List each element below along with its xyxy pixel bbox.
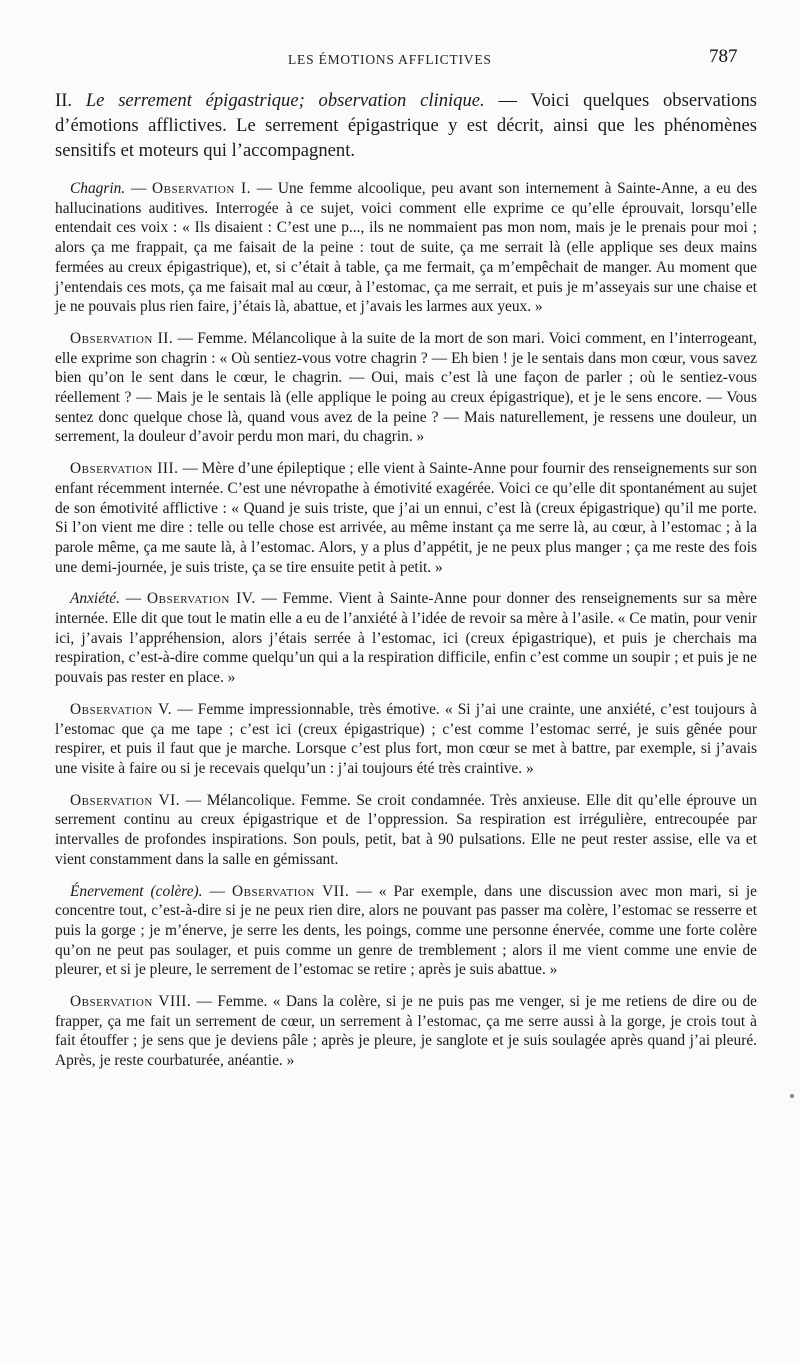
observation-label: Observation III. [70, 460, 179, 478]
running-head [0, 46, 800, 70]
observation-label: Observation IV. [147, 590, 256, 608]
observation-2: Observation II. — Femme. Mélancolique à la suite de la mort de son mari. Voici comment, en l’interrogeant, elle exprime son chagrin : « Où sentiez-vous votre chagrin ? — Eh bien ! je le sentais dans mon cœur, vous savez bien qu’on le sent dans le cœur, le chagrin. — Oui, mais c’est là une façon de parler ; où le sentiez-vous réellement ? — Mais je le sentais là (elle applique le poing au creux épigastrique), et je le sens encore. — Vous sentez donc quelque chose là, quand vous avez de la peine ? — Mais naturellement, je ressens une douleur, un serrement, la douleur d’avoir perdu mon mari, du chagrin. » [55, 329, 758, 446]
section-number: II. [55, 90, 73, 111]
observation-text: Une femme alcoolique, peu avant son internement à Sainte-Anne, a eu des hallucinations auditives. Interrogée à ce sujet, voici comment elle exprime ce qu’elle éprouvait, lorsqu’elle entendait ces voix : « Ils disaient : C’est une p..., ils ne nommaient pas mon nom, mais je le prenais pour moi ; alors ça me frappait, ça me faisait de la peine : tout de suite, ça me serrait là (elle applique ses deux mains fermées au creux épigastrique), et, si c’était à table, ça me fermait, ça m’empêchait de manger. Au moment que j’entendais ces mots, ça me faisait mal au cœur, à l’estomac, ça me serrait, et puis je m’asseyais sur une chaise et je ne pouvais plus rien faire, j’étais là, abattue, et j’avais les larmes aux yeux. » [55, 180, 757, 316]
observation-text: « Par exemple, dans une discussion avec mon mari, si je concentre tout, c’est-à-dire si je ne peux rien dire, alors ne pouvant pas passer ma colère, l’estomac se resserre et puis la gorge ; je m’énerve, je serre les dents, les poings, comme une personne énervée, comme une forte colère qu’on ne peut pas soulager, et puis comme un genre de tremblement ; alors il me vient comme une envie de pleurer, et si je pleure, le serrement de l’estomac se retire ; après je suis abattue. » [55, 882, 757, 979]
section-dash: — [498, 90, 518, 111]
observation-4: Anxiété. — Observation IV. — Femme. Vient à Sainte-Anne pour donner des renseignements sur sa mère internée. Elle dit que tout le matin elle a eu de l’anxiété à l’idée de revoir sa mère à l’asile. « Ce matin, pour venir ici, j’avais l’appréhension, alors j’étais serrée à l’estomac, ici (creux épigastrique), et puis je cherchais ma respiration, c’est-à-dire comme quelqu’un qui a la respiration difficile, enfin c’est comme un soupir ; et puis je ne pouvais pas rester en place. » [55, 590, 758, 687]
observation-label: Observation II. [70, 329, 174, 347]
margin-speck [790, 1094, 794, 1098]
page-number: 787 [709, 46, 738, 67]
running-title: LES ÉMOTIONS AFFLICTIVES [288, 52, 492, 67]
observation-5: Observation V. — Femme impressionnable, très émotive. « Si j’ai une crainte, une anxiété, c’est toujours à l’estomac que ça me tape ; c’est ici (creux épigastrique) ; c’est comme l’estomac serré, je suis gênée pour respirer, et puis il faut que je marche. Lorsque c’est plus fort, mon cœur se met à battre, par exemple, si j’avais une visite à faire ou si je recevais quelqu’un : j’ai toujours été très craintive. » [55, 700, 757, 777]
observation-text: Mère d’une épileptique ; elle vient à Sainte-Anne pour fournir des renseignements sur son enfant récemment internée. C’est une névropathe à émotivité exagérée. Voici ce qu’elle dit spontanément au sujet de son émotivité afflictive : « Quand je suis triste, que j’ai un ennui, c’est là (creux épigastrique) qu’il me porte. Si l’on vient me dire : telle ou telle chose est arrivée, au même instant ça me serre là, au cœur, à l’estomac ; à la parole même, ça me saute là, à l’estomac. Alors, y a plus d’appétit, je ne peux plus manger ; ça me reste des fois une demi-journée, je suis triste, ça se tire ensuite petit à petit. » [55, 460, 758, 576]
observation-1: Chagrin. — Observation I. — Une femme alcoolique, peu avant son internement à Sainte-Anne, a eu des hallucinations auditives. Interrogée à ce sujet, voici comment elle exprime ce qu’elle éprouvait, lorsqu’elle entendait ces voix : « Ils disaient : C’est une p..., ils ne nommaient pas mon nom, mais je le prenais pour moi ; alors ça me frappait, ça me faisait de la peine : tout de suite, ça me serrait là (elle applique ses deux mains fermées au creux épigastrique), et, si c’était à table, ça me fermait, ça m’empêchait de manger. Au moment que j’entendais ces mots, ça me faisait mal au cœur, à l’estomac, ça me serrait, et puis je m’asseyais sur une chaise et je ne pouvais plus rien faire, j’étais là, abattue, et j’avais les larmes aux yeux. » [55, 180, 757, 316]
observation-6: Observation VI. — Mélancolique. Femme. Se croit condamnée. Très anxieuse. Elle dit qu’elle éprouve un serrement continu au creux épigastrique et de l’oppression. Sa respiration est irrégulière, entrecoupée par intervalles de profondes inspirations. Son pouls, petit, bat à 90 pulsations. Elle ne peut rester assise, elle va et vient constamment dans la salle en gémissant. [55, 791, 757, 868]
observation-label: Observation VII. [232, 882, 350, 900]
observation-label: Observation VIII. [70, 993, 192, 1011]
observation-label: Observation I. [152, 180, 251, 197]
observation-category: Anxiété. [70, 590, 120, 608]
observation-text: Femme impressionnable, très émotive. « Si j’ai une crainte, une anxiété, c’est toujours à l’estomac que ça me tape ; c’est ici (creux épigastrique) ; c’est comme l’estomac serré, je suis gênée pour respirer, et puis il faut que je marche. Lorsque c’est plus fort, mon cœur se met à battre, par exemple, si j’avais une visite à faire ou si je recevais quelqu’un : j’ai toujours été très craintive. » [55, 700, 757, 777]
observation-text: Femme. Mélancolique à la suite de la mort de son mari. Voici comment, en l’interrogeant, elle exprime son chagrin : « Où sentiez-vous votre chagrin ? — Eh bien ! je le sentais dans mon cœur, vous savez bien qu’on le sent dans le cœur, le chagrin. — Oui, mais c’est là une façon de parler ; où le sentiez-vous réellement ? — Mais je le sentais là (elle applique le poing au creux épigastrique), et je le sens encore. — Vous sentez donc quelque chose là, quand vous avez de la peine ? — Mais naturellement, je ressens une douleur, un serrement, la douleur d’avoir perdu mon mari, du chagrin. » [55, 329, 758, 446]
section-intro-text: Voici quelques observations d’émotions afflictives. Le serrement épigastrique y est décrit, ainsi que les phénomènes sensitifs et moteurs qui l’accompagnent. [55, 90, 758, 161]
observation-text: Femme. Vient à Sainte-Anne pour donner des renseignements sur sa mère internée. Elle dit que tout le matin elle a eu de l’anxiété à l’idée de revoir sa mère à l’asile. « Ce matin, pour venir ici, j’avais l’appréhension, alors j’étais serrée à l’estomac, ici (creux épigastrique), et puis je cherchais ma respiration, c’est-à-dire comme quelqu’un qui a la respiration difficile, enfin c’est comme un soupir ; et puis je ne pouvais pas rester en place. » [55, 590, 758, 687]
observation-category: Énervement (colère). [70, 882, 203, 900]
observation-7: Énervement (colère). — Observation VII. — « Par exemple, dans une discussion avec mon mari, si je concentre tout, c’est-à-dire si je ne peux rien dire, alors ne pouvant pas passer ma colère, l’estomac se resserre et puis la gorge ; je m’énerve, je serre les dents, les poings, comme une personne énervée, comme une forte colère qu’on ne peut pas soulager, et puis comme un genre de tremblement ; alors il me vient comme une envie de pleurer, et si je pleure, le serrement de l’estomac se retire ; après je suis abattue. » [55, 882, 757, 979]
section-title: Le serrement épigastrique; observation clinique. [85, 90, 485, 111]
observation-label: Observation V. [70, 700, 173, 718]
observation-text: Femme. « Dans la colère, si je ne puis pas me venger, si je me retiens de dire ou de frapper, ça me fait un serrement de cœur, un serrement à l’estomac, ça me serre aussi à la gorge, je crois tout à fait étouffer ; je sens que je deviens pâle ; après je pleure, je sanglote et je suis soulagée après quand j’ai pleuré. Après, je reste courbaturée, anéantie. » [55, 993, 757, 1070]
observation-category: Chagrin. [70, 180, 126, 197]
section-intro [55, 88, 757, 163]
observation-8: Observation VIII. — Femme. « Dans la colère, si je ne puis pas me venger, si je me retiens de dire ou de frapper, ça me fait un serrement de cœur, un serrement à l’estomac, ça me serre aussi à la gorge, je crois tout à fait étouffer ; je sens que je deviens pâle ; après je pleure, je sanglote et je suis soulagée après quand j’ai pleuré. Après, je reste courbaturée, anéantie. » [55, 993, 757, 1070]
body-text [55, 88, 757, 1083]
observation-label: Observation VI. [70, 791, 181, 809]
observation-text: Mélancolique. Femme. Se croit condamnée. Très anxieuse. Elle dit qu’elle éprouve un serrement continu au creux épigastrique et de l’oppression. Sa respiration est irrégulière, entrecoupée par intervalles de profondes inspirations. Son pouls, petit, bat à 90 pulsations. Elle ne peut rester assise, elle va et vient constamment dans la salle en gémissant. [55, 791, 757, 868]
observation-3: Observation III. — Mère d’une épileptique ; elle vient à Sainte-Anne pour fournir des renseignements sur son enfant récemment internée. C’est une névropathe à émotivité exagérée. Voici ce qu’elle dit spontanément au sujet de son émotivité afflictive : « Quand je suis triste, que j’ai un ennui, c’est là (creux épigastrique) qu’il me porte. Si l’on vient me dire : telle ou telle chose est arrivée, au même instant ça me serre là, au cœur, à l’estomac ; à la parole même, ça me saute là, à l’estomac. Alors, y a plus d’appétit, je ne peux plus manger ; ça me reste des fois une demi-journée, je suis triste, ça se tire ensuite petit à petit. » [55, 460, 758, 576]
